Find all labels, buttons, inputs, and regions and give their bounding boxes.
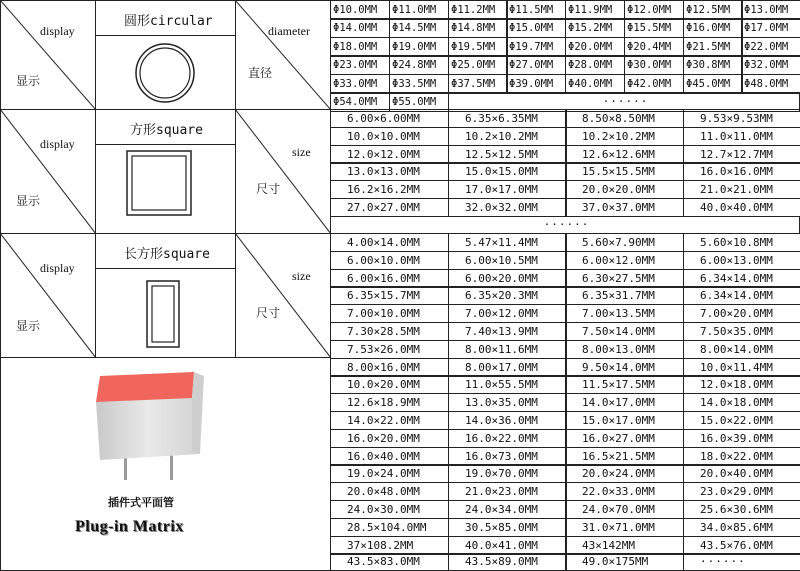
table-cell: 8.00×13.0MM xyxy=(565,340,684,359)
table-cell: Φ42.0MM xyxy=(624,74,684,94)
table-cell: 21.0×23.0MM xyxy=(448,482,567,501)
table-cell: 12.6×18.9MM xyxy=(330,393,449,412)
table-cell: 16.0×22.0MM xyxy=(448,429,567,448)
table-cell: 7.50×35.0MM xyxy=(683,322,800,341)
table-cell: 16.0×27.0MM xyxy=(565,429,684,448)
table-cell: 21.0×21.0MM xyxy=(683,180,800,199)
ellipsis-cell: ······ xyxy=(683,553,800,571)
table-cell: 6.00×16.0MM xyxy=(330,269,449,288)
rectangle-shape-icon xyxy=(146,280,180,348)
product-caption-en: Plug-in Matrix xyxy=(75,518,184,535)
table-cell: Φ10.0MM xyxy=(330,0,390,20)
table-cell: 16.0×39.0MM xyxy=(683,429,800,448)
table-cell: 6.35×20.3MM xyxy=(448,286,567,305)
table-cell: 16.0×16.0MM xyxy=(683,162,800,181)
square-shape-icon xyxy=(126,150,192,216)
table-cell: 24.0×34.0MM xyxy=(448,500,567,519)
table-cell: 6.00×10.5MM xyxy=(448,251,567,270)
ellipsis-cell: ······ xyxy=(448,92,800,112)
table-cell: 7.00×13.5MM xyxy=(565,304,684,323)
table-cell: 11.0×55.5MM xyxy=(448,375,567,394)
table-cell: Φ14.0MM xyxy=(330,18,390,38)
table-cell: 10.0×11.4MM xyxy=(683,358,800,377)
table-cell: 12.5×12.5MM xyxy=(448,145,567,164)
table-cell: 10.0×20.0MM xyxy=(330,375,449,394)
table-cell: Φ32.0MM xyxy=(741,55,800,75)
product-caption-cn: 插件式平面管 xyxy=(108,497,174,509)
table-cell: Φ15.5MM xyxy=(624,18,684,38)
table-cell: 11.5×17.5MM xyxy=(565,375,684,394)
table-cell: 20.0×40.0MM xyxy=(683,464,800,483)
table-cell: Φ15.0MM xyxy=(506,18,566,38)
table-cell: 40.0×40.0MM xyxy=(683,198,800,217)
table-cell: Φ11.2MM xyxy=(448,0,508,20)
table-cell: 16.0×73.0MM xyxy=(448,447,567,466)
table-cell: 7.00×20.0MM xyxy=(683,304,800,323)
table-cell: 31.0×71.0MM xyxy=(565,518,684,537)
table-cell: 24.0×30.0MM xyxy=(330,500,449,519)
table-cell: Φ11.9MM xyxy=(565,0,625,20)
table-cell: Φ39.0MM xyxy=(506,74,566,94)
table-cell: Φ37.5MM xyxy=(448,74,508,94)
table-cell: Φ12.0MM xyxy=(624,0,684,20)
table-cell: 5.60×7.90MM xyxy=(565,233,684,252)
table-cell: 6.35×15.7MM xyxy=(330,286,449,305)
table-cell: 20.0×48.0MM xyxy=(330,482,449,501)
table-cell: 6.00×6.00MM xyxy=(330,109,449,128)
table-cell: 14.0×17.0MM xyxy=(565,393,684,412)
table-cell: 6.34×14.0MM xyxy=(683,286,800,305)
table-cell: 8.00×11.6MM xyxy=(448,340,567,359)
diagonal-divider xyxy=(0,0,96,110)
table-cell: Φ33.5MM xyxy=(389,74,449,94)
table-cell: 5.60×10.8MM xyxy=(683,233,800,252)
table-cell: Φ33.0MM xyxy=(330,74,390,94)
display-label-cn: 显示 xyxy=(16,194,41,208)
dimension-label-en: diameter xyxy=(268,24,310,38)
table-cell: 7.50×14.0MM xyxy=(565,322,684,341)
table-cell: 49.0×175MM xyxy=(565,553,684,571)
table-cell: 10.2×10.2MM xyxy=(565,127,684,146)
shape-title: 圆形circular xyxy=(124,14,213,29)
table-cell: Φ11.0MM xyxy=(389,0,449,20)
dimension-label-cn: 尺寸 xyxy=(256,182,281,196)
table-cell: 15.0×22.0MM xyxy=(683,411,800,430)
table-cell: 16.5×21.5MM xyxy=(565,447,684,466)
table-cell: 12.0×18.0MM xyxy=(683,375,800,394)
table-cell: 6.00×10.0MM xyxy=(330,251,449,270)
table-cell: 20.0×24.0MM xyxy=(565,464,684,483)
table-cell: 9.50×14.0MM xyxy=(565,358,684,377)
table-cell: 6.35×31.7MM xyxy=(565,286,684,305)
table-cell: Φ30.8MM xyxy=(683,55,743,75)
table-cell: Φ55.0MM xyxy=(389,92,449,112)
table-cell: 37.0×37.0MM xyxy=(565,198,684,217)
table-cell: 12.7×12.7MM xyxy=(683,145,800,164)
table-cell: 24.0×70.0MM xyxy=(565,500,684,519)
table-cell: Φ17.0MM xyxy=(741,18,800,38)
table-cell: Φ27.0MM xyxy=(506,55,566,75)
table-cell: Φ16.0MM xyxy=(683,18,743,38)
table-cell: 16.0×20.0MM xyxy=(330,429,449,448)
table-cell: Φ24.8MM xyxy=(389,55,449,75)
circle-shape-icon xyxy=(133,41,197,105)
table-cell: 28.5×104.0MM xyxy=(330,518,449,537)
table-cell: 37×108.2MM xyxy=(330,536,449,555)
table-cell: 5.47×11.4MM xyxy=(448,233,567,252)
table-cell: 22.0×33.0MM xyxy=(565,482,684,501)
display-label-cn: 显示 xyxy=(16,74,41,88)
table-cell: 8.50×8.50MM xyxy=(565,109,684,128)
table-cell: 43.5×76.0MM xyxy=(683,536,800,555)
table-cell: 6.35×6.35MM xyxy=(448,109,567,128)
table-cell: 11.0×11.0MM xyxy=(683,127,800,146)
table-cell: 4.00×14.0MM xyxy=(330,233,449,252)
plug-in-matrix-image xyxy=(80,368,220,480)
table-cell: Φ19.7MM xyxy=(506,37,566,57)
table-cell: Φ20.0MM xyxy=(565,37,625,57)
table-cell: 40.0×41.0MM xyxy=(448,536,567,555)
table-cell: 8.00×16.0MM xyxy=(330,358,449,377)
table-cell: Φ14.5MM xyxy=(389,18,449,38)
table-cell: 6.00×13.0MM xyxy=(683,251,800,270)
table-cell: 23.0×29.0MM xyxy=(683,482,800,501)
shape-title: 方形square xyxy=(130,123,203,138)
dimension-label-en: size xyxy=(292,269,311,283)
table-cell: 15.5×15.5MM xyxy=(565,162,684,181)
dimension-label-cn: 直径 xyxy=(248,66,273,80)
table-cell: 32.0×32.0MM xyxy=(448,198,567,217)
table-cell: Φ11.5MM xyxy=(506,0,566,20)
table-cell: 6.00×12.0MM xyxy=(565,251,684,270)
diagonal-divider xyxy=(0,109,96,234)
table-cell: Φ54.0MM xyxy=(330,92,390,112)
table-cell: 19.0×70.0MM xyxy=(448,464,567,483)
table-cell: 20.0×20.0MM xyxy=(565,180,684,199)
table-cell: Φ15.2MM xyxy=(565,18,625,38)
table-cell: 12.6×12.6MM xyxy=(565,145,684,164)
table-cell: 16.0×40.0MM xyxy=(330,447,449,466)
shape-title: 长方形square xyxy=(124,247,210,262)
table-cell: 18.0×22.0MM xyxy=(683,447,800,466)
dimension-label-cn: 尺寸 xyxy=(256,306,281,320)
table-cell: Φ28.0MM xyxy=(565,55,625,75)
table-cell: 10.0×10.0MM xyxy=(330,127,449,146)
table-cell: 13.0×13.0MM xyxy=(330,162,449,181)
table-cell: 14.0×22.0MM xyxy=(330,411,449,430)
ellipsis-cell: ······ xyxy=(330,216,800,234)
table-cell: 8.00×17.0MM xyxy=(448,358,567,377)
table-cell: 16.2×16.2MM xyxy=(330,180,449,199)
display-label-en: display xyxy=(40,24,75,38)
table-cell: 14.0×36.0MM xyxy=(448,411,567,430)
table-cell: 7.40×13.9MM xyxy=(448,322,567,341)
diagonal-divider xyxy=(235,109,331,234)
table-cell: 43.5×83.0MM xyxy=(330,553,449,571)
table-cell: Φ48.0MM xyxy=(741,74,800,94)
table-cell: 10.2×10.2MM xyxy=(448,127,567,146)
table-cell: 6.30×27.5MM xyxy=(565,269,684,288)
table-cell: 25.6×30.6MM xyxy=(683,500,800,519)
table-cell: 43.5×89.0MM xyxy=(448,553,567,571)
table-cell: 7.30×28.5MM xyxy=(330,322,449,341)
diagonal-divider xyxy=(235,0,331,110)
display-label-en: display xyxy=(40,137,75,151)
table-cell: 30.5×85.0MM xyxy=(448,518,567,537)
table-cell: Φ25.0MM xyxy=(448,55,508,75)
table-cell: Φ23.0MM xyxy=(330,55,390,75)
table-cell: Φ12.5MM xyxy=(683,0,743,20)
table-cell: 7.00×12.0MM xyxy=(448,304,567,323)
table-cell: 7.00×10.0MM xyxy=(330,304,449,323)
table-cell: 43×142MM xyxy=(565,536,684,555)
table-cell: 6.34×14.0MM xyxy=(683,269,800,288)
table-cell: Φ19.5MM xyxy=(448,37,508,57)
table-cell: 34.0×85.6MM xyxy=(683,518,800,537)
table-cell: 19.0×24.0MM xyxy=(330,464,449,483)
table-cell: 7.53×26.0MM xyxy=(330,340,449,359)
table-cell: 8.00×14.0MM xyxy=(683,340,800,359)
table-cell: 15.0×17.0MM xyxy=(565,411,684,430)
table-cell: 12.0×12.0MM xyxy=(330,145,449,164)
table-cell: Φ40.0MM xyxy=(565,74,625,94)
table-cell: 15.0×15.0MM xyxy=(448,162,567,181)
dimension-label-en: size xyxy=(292,145,311,159)
table-cell: Φ20.4MM xyxy=(624,37,684,57)
table-cell: Φ19.0MM xyxy=(389,37,449,57)
table-cell: 9.53×9.53MM xyxy=(683,109,800,128)
table-cell: 14.0×18.0MM xyxy=(683,393,800,412)
table-cell: Φ18.0MM xyxy=(330,37,390,57)
table-cell: 17.0×17.0MM xyxy=(448,180,567,199)
table-cell: 13.0×35.0MM xyxy=(448,393,567,412)
table-cell: Φ22.0MM xyxy=(741,37,800,57)
diagonal-divider xyxy=(235,233,331,358)
table-cell: 27.0×27.0MM xyxy=(330,198,449,217)
table-cell: 6.00×20.0MM xyxy=(448,269,567,288)
table-cell: Φ13.0MM xyxy=(741,0,800,20)
table-cell: Φ14.8MM xyxy=(448,18,508,38)
table-cell: Φ21.5MM xyxy=(683,37,743,57)
diagonal-divider xyxy=(0,233,96,358)
table-cell: Φ30.0MM xyxy=(624,55,684,75)
display-label-cn: 显示 xyxy=(16,319,41,333)
table-cell: Φ45.0MM xyxy=(683,74,743,94)
display-label-en: display xyxy=(40,261,75,275)
